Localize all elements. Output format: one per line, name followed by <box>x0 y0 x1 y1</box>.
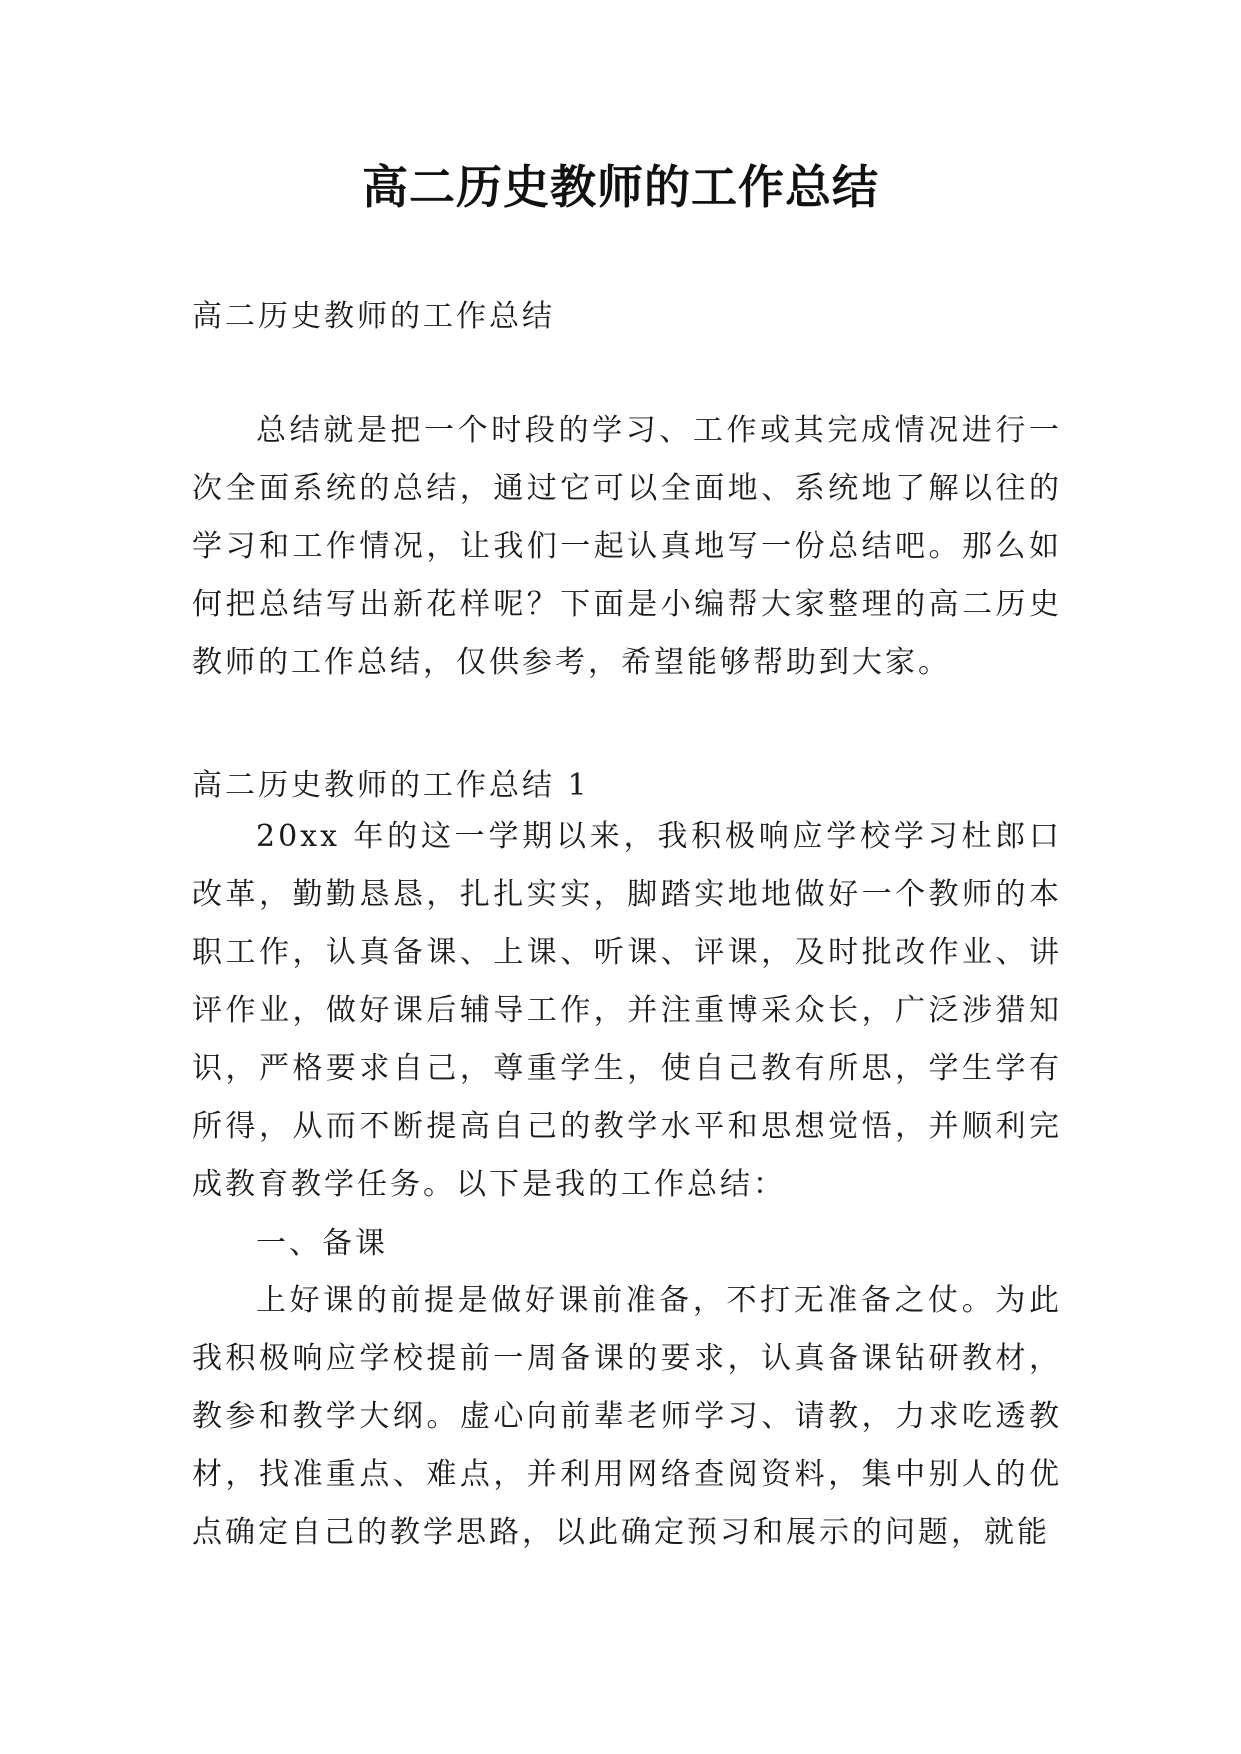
body-paragraph-2: 上好课的前提是做好课前准备，不打无准备之仗。为此我积极响应学校提前一周备课的要求，认真备课钻研教材，教参和教学大纲。虚心向前辈老师学习、请教，力求吃透教材，找准重点、难点，并利用网络查阅资料，集中别人的优点确定自己的教学思路，以此确定预习和展示的问题，就能 <box>192 1283 1062 1550</box>
intro-paragraph: 总结就是把一个时段的学习、工作或其完成情况进行一次全面系统的总结，通过它可以全面地、系统地了解以往的学习和工作情况，让我们一起认真地写一份总结吧。那么如何把总结写出新花样呢？下面是小编帮大家整理的高二历史教师的工作总结，仅供参考，希望能够帮助到大家。 <box>192 413 1062 680</box>
document-subtitle: 高二历史教师的工作总结 <box>192 299 555 334</box>
section-heading: 高二历史教师的工作总结 1 <box>192 768 590 803</box>
item-heading-lesson-prep: 一、备课 <box>256 1226 388 1261</box>
document-title: 高二历史教师的工作总结 <box>362 160 879 214</box>
body-paragraph-1: 20xx 年的这一学期以来，我积极响应学校学习杜郎口改革，勤勤恳恳，扎扎实实，脚踏实地地做好一个教师的本职工作，认真备课、上课、听课、评课，及时批改作业、讲评作业，做好课后辅导工作，并注重博采众长，广泛涉猎知识，严格要求自己，尊重学生，使自己教有所思，学生学有所得，从而不断提高自己的教学水平和思想觉悟，并顺利完成教育教学任务。以下是我的工作总结： <box>192 819 1062 1202</box>
